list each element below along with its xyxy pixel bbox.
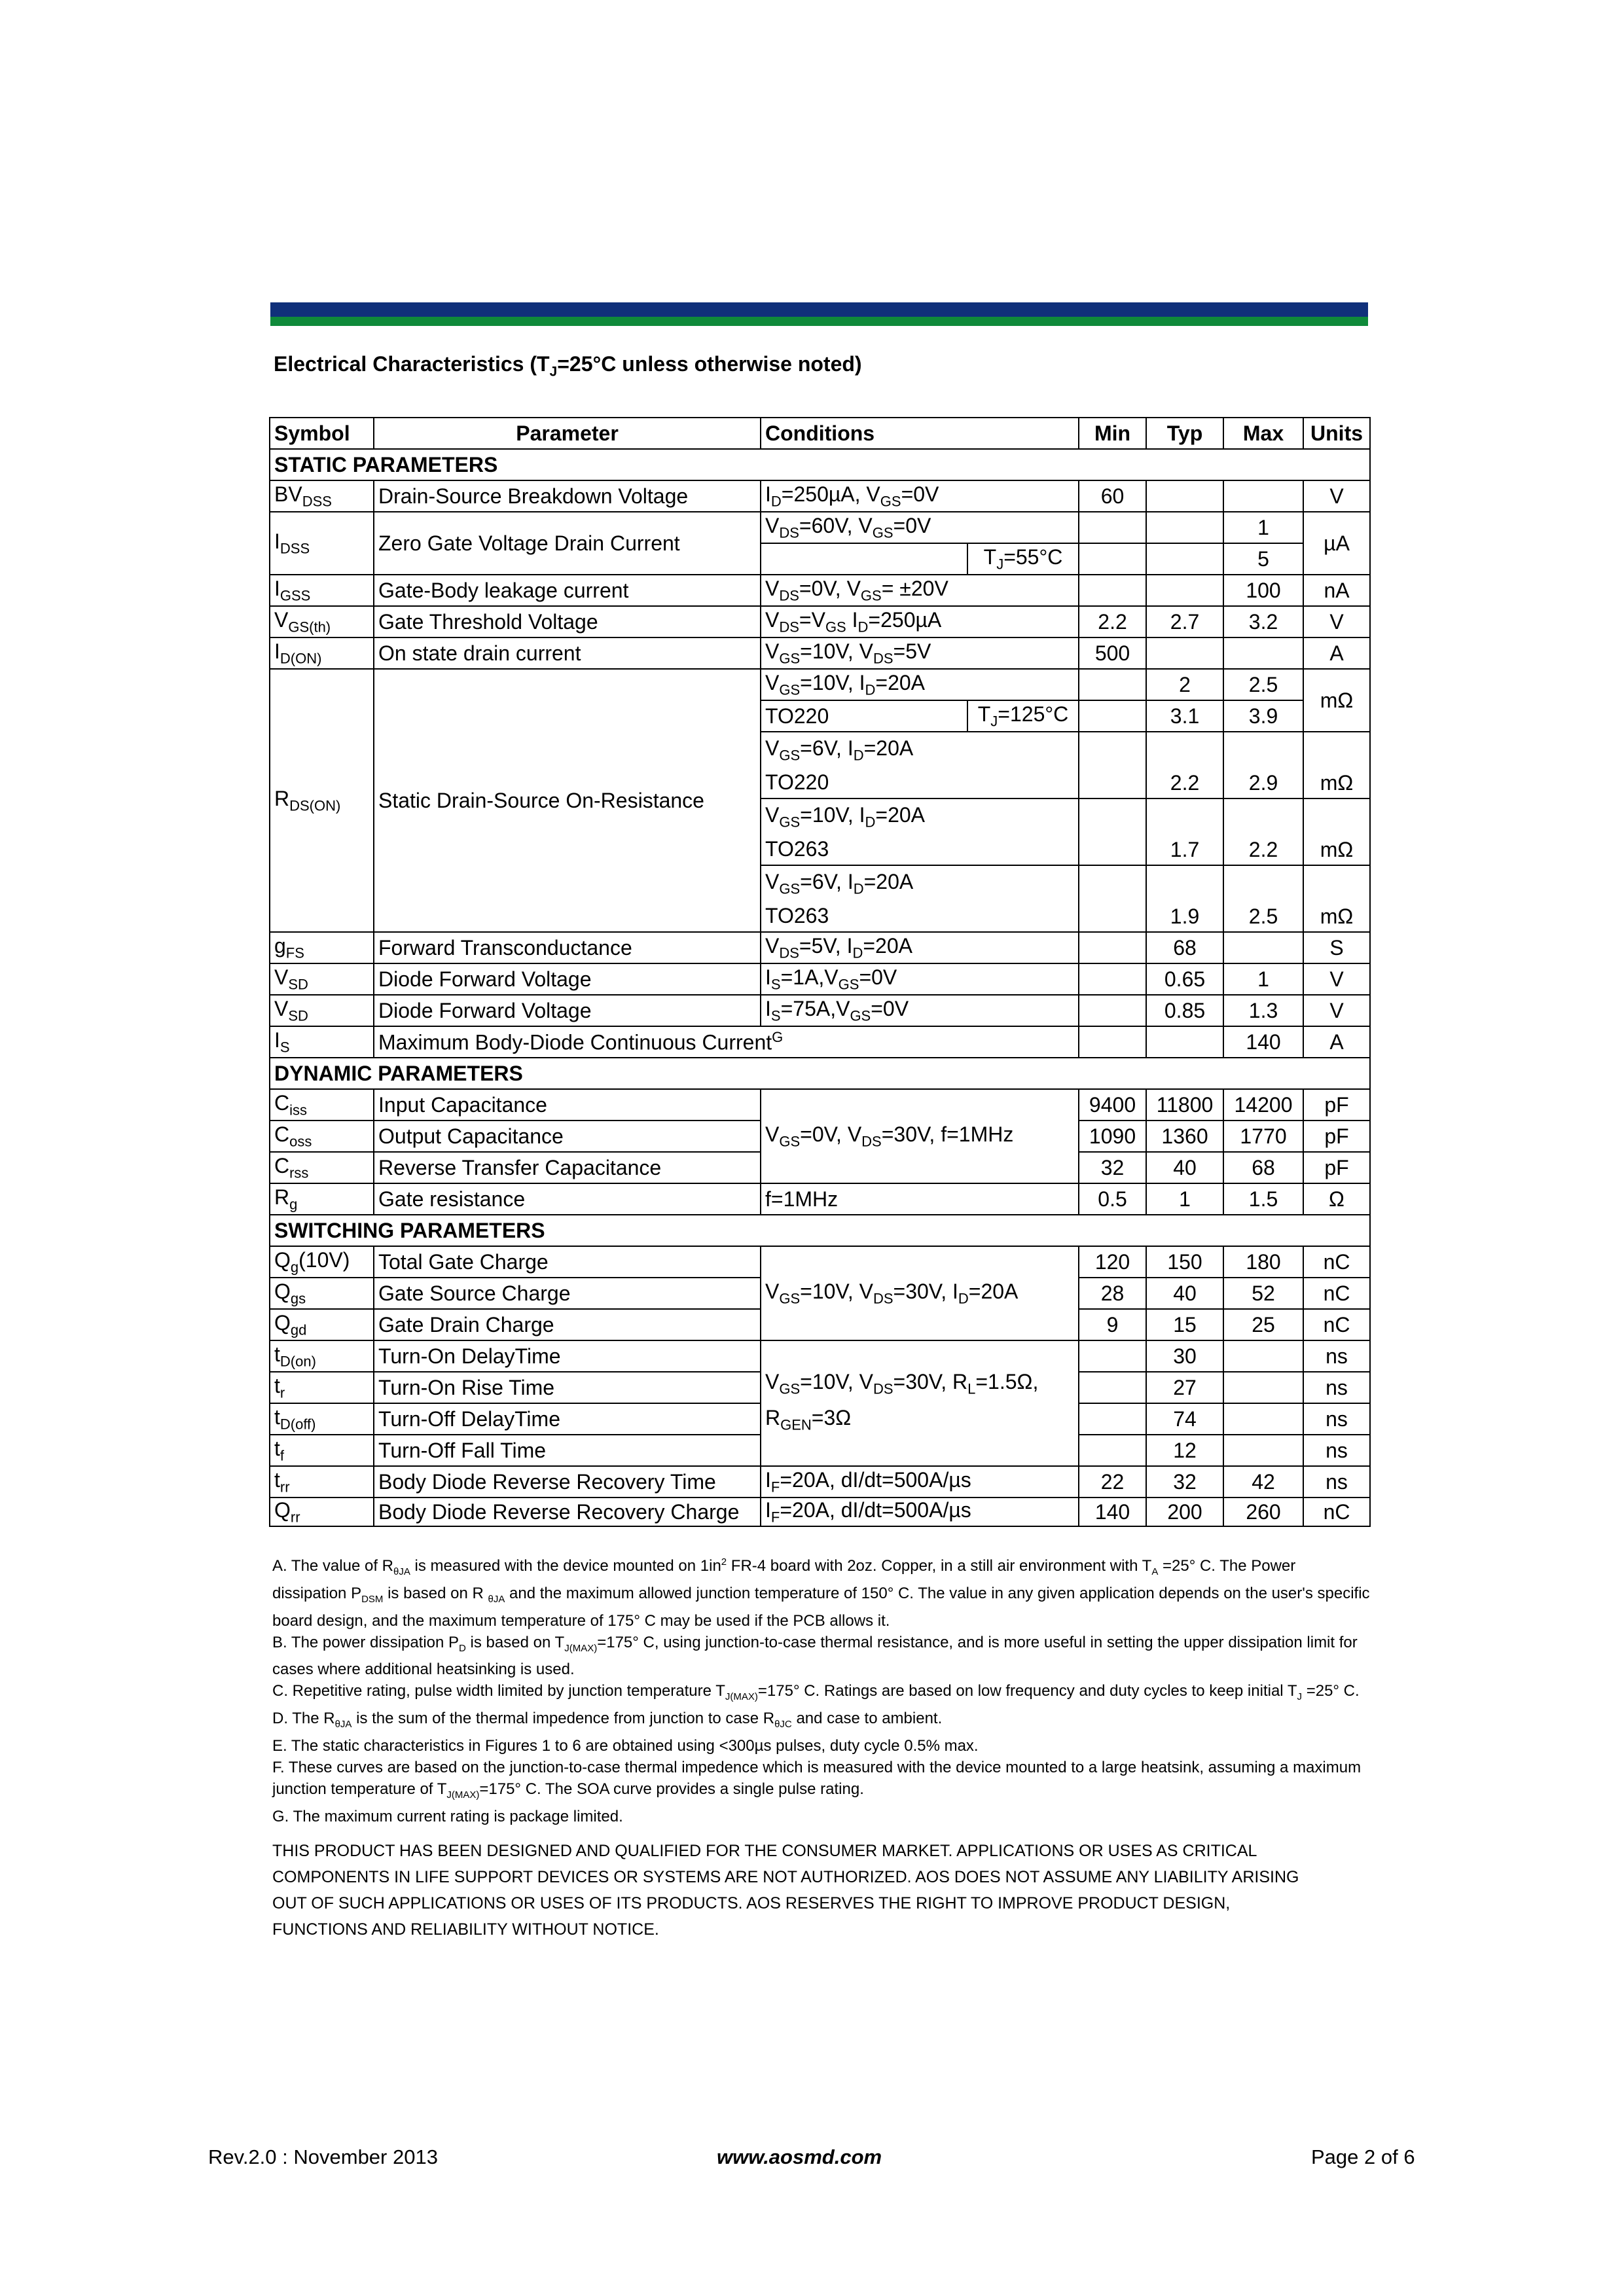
footnote: G. The maximum current rating is package limited. <box>272 1807 623 1825</box>
symbol-cell: $t_r$ <box>270 1372 374 1403</box>
symbol-cell: $I_{GSS}$ <box>270 575 374 606</box>
header-bar-green <box>270 317 1368 326</box>
footnote: F. These curves are based on the junction-to-case thermal impedence which is measured with the device mounted to a large heatsink, assuming a maximum junction temperature of $T_{J(MAX)}=175^\circ$ C. The SOA curve provides a single pulse rating. <box>272 1758 1362 1801</box>
header-bar-blue <box>270 302 1368 317</box>
symbol-cell: $C_{iss}$ <box>270 1089 374 1121</box>
table-row: $t_r$ Turn-On Rise Time 27 ns <box>270 1372 1370 1403</box>
table-row: $t_f$ Turn-Off Fall Time 12 ns <box>270 1435 1370 1466</box>
table-row: $V_{GS(th)}$ Gate Threshold Voltage $V_{DS}=V_{GS}$ $I_D=250\mu A$ 2.2 2.7 3.2 V <box>270 606 1370 637</box>
footnotes <box>272 1551 1372 1827</box>
symbol-cell: $C_{oss}$ <box>270 1121 374 1152</box>
table-row: $V_{SD}$ Diode Forward Voltage $I_S=1A,V_{GS}=0V$ 0.65 1 V <box>270 963 1370 995</box>
symbol-cell: $I_S$ <box>270 1026 374 1058</box>
footer-revision: Rev.2.0 : November 2013 <box>208 2145 438 2168</box>
symbol-cell: $t_{D(off)}$ <box>270 1403 374 1435</box>
table-row: $BV_{DSS}$ Drain-Source Breakdown Voltage $I_D=250\mu A$, $V_{GS}=0V$ 60 V <box>270 480 1370 512</box>
table-row: $I_{DSS}$ Zero Gate Voltage Drain Current $V_{DS}=60V$, $V_{GS}=0V$ 1 µA <box>270 512 1370 543</box>
table-row: $g_{FS}$ Forward Transconductance $V_{DS}=5V$, $I_D=20A$ 68 S <box>270 932 1370 963</box>
footnote: A. The value of $R_{\theta JA}$ is measured with the device mounted on $1in^2$ FR-4 board with 2oz. Copper, in a still air environment with $T_A =25^\circ$ C. The Power dissipation $P_{DSM}$ is based on R $_{\theta JA}$ and the maximum allowed junction temperature of 150° C. The value in any given application depends on the user's specific board design, and the maximum temperature of 175° C may be used if the PCB allows it. <box>272 1556 1370 1630</box>
symbol-cell: $R_{DS(ON)}$ <box>270 669 374 932</box>
symbol-cell: $I_{D(ON)}$ <box>270 637 374 669</box>
table-row: $t_{D(on)}$ Turn-On DelayTime $V_{GS}=10V$, $V_{DS}=30V$, $R_L=1.5\Omega$, $R_{GEN}=3\Omega$ 30 ns <box>270 1340 1370 1372</box>
symbol-cell: $V_{SD}$ <box>270 963 374 995</box>
symbol-cell: $R_g$ <box>270 1183 374 1215</box>
symbol-cell: $V_{SD}$ <box>270 995 374 1026</box>
symbol-cell: $t_{rr}$ <box>270 1466 374 1498</box>
table-row: $C_{iss}$ Input Capacitance $V_{GS}=0V$, $V_{DS}=30V$, f=1MHz 9400 11800 14200 pF <box>270 1089 1370 1121</box>
table-row: $T_J=55^\circ C$ 5 <box>270 543 1370 575</box>
table-row: TO220 $T_J=125^\circ C$ 3.1 3.9 <box>270 700 1370 732</box>
table-row: $R_g$ Gate resistance f=1MHz 0.5 1 1.5 Ω <box>270 1183 1370 1215</box>
symbol-cell: $Q_{gs}$ <box>270 1278 374 1309</box>
section-dynamic: DYNAMIC PARAMETERS <box>270 1058 1370 1089</box>
table-row: $C_{rss}$ Reverse Transfer Capacitance 32 40 68 pF <box>270 1152 1370 1183</box>
table-row: $V_{GS}=6V$, $I_D=20A$ TO220 2.2 2.9 mΩ <box>270 732 1370 798</box>
footnote: B. The power dissipation $P_D$ is based on $T_{J(MAX)}=175^\circ$ C, using junction-to-case thermal resistance, and is more useful in setting the upper dissipation limit for cases where additional heatsinking is used. <box>272 1633 1358 1679</box>
symbol-cell: $t_f$ <box>270 1435 374 1466</box>
footer-page-number: Page 2 of 6 <box>1311 2145 1415 2168</box>
table-row: $Q_{gs}$ Gate Source Charge 28 40 52 nC <box>270 1278 1370 1309</box>
symbol-cell: $Q_{gd}$ <box>270 1309 374 1340</box>
electrical-characteristics-table <box>269 417 1371 1527</box>
table-row: $V_{SD}$ Diode Forward Voltage $I_S=75A,V_{GS}=0V$ 0.85 1.3 V <box>270 995 1370 1026</box>
table-row: $t_{D(off)}$ Turn-Off DelayTime 74 ns <box>270 1403 1370 1435</box>
table-row: $Q_g(10V)$ Total Gate Charge $V_{GS}=10V$, $V_{DS}=30V$, $I_D=20A$ 120 150 180 nC <box>270 1246 1370 1278</box>
symbol-cell: $C_{rss}$ <box>270 1152 374 1183</box>
footnote: C. Repetitive rating, pulse width limited by junction temperature $T_{J(MAX)}=175^\circ$ C. Ratings are based on low frequency and duty cycles to keep initial $T_J =25^\circ$ C. <box>272 1682 1360 1703</box>
symbol-cell: $Q_g(10V)$ <box>270 1246 374 1278</box>
table-row: $Q_{rr}$ Body Diode Reverse Recovery Charge $I_F=20A$, dI/dt=500A/µs 140 200 260 nC <box>270 1498 1370 1526</box>
symbol-cell: $V_{GS(th)}$ <box>270 606 374 637</box>
section-static: STATIC PARAMETERS <box>270 449 1370 480</box>
table-row: $t_{rr}$ Body Diode Reverse Recovery Time $I_F=20A$, dI/dt=500A/µs 22 32 42 ns <box>270 1466 1370 1498</box>
disclaimer: THIS PRODUCT HAS BEEN DESIGNED AND QUALIFIED FOR THE CONSUMER MARKET. APPLICATIONS OR USES AS CRITICAL COMPONENTS IN LIFE SUPPORT DEVICES OR SYSTEMS ARE NOT AUTHORIZED. AOS DOES NOT ASSUME ANY LIABILITY ARISING OUT OF SUCH APPLICATIONS OR USES OF ITS PRODUCTS. AOS RESERVES THE RIGHT TO IMPROVE PRODUCT DESIGN, FUNCTIONS AND RELIABILITY WITHOUT NOTICE. <box>272 1842 1299 1939</box>
table-row: $C_{oss}$ Output Capacitance 1090 1360 1770 pF <box>270 1121 1370 1152</box>
table-row: $R_{DS(ON)}$ Static Drain-Source On-Resistance $V_{GS}=10V$, $I_D=20A$ 2 2.5 mΩ <box>270 669 1370 700</box>
symbol-cell: $t_{D(on)}$ <box>270 1340 374 1372</box>
table-row: $V_{GS}=10V$, $I_D=20A$ TO263 1.7 2.2 mΩ <box>270 798 1370 865</box>
symbol-cell: $Q_{rr}$ <box>270 1498 374 1526</box>
table-row: $I_S$ Maximum Body-Diode Continuous Current$^G$ 140 A <box>270 1026 1370 1058</box>
symbol-cell: $I_{DSS}$ <box>270 512 374 575</box>
table-row: $I_{GSS}$ Gate-Body leakage current $V_{DS}=0V$, $V_{GS}= \pm 20V$ 100 nA <box>270 575 1370 606</box>
footnote: D. The $R_{\theta JA}$ is the sum of the thermal impedence from junction to case $R_{\theta JC}$ and case to ambient. <box>272 1710 943 1730</box>
table-header-row: Symbol Parameter Conditions Min Typ Max Units <box>270 418 1370 449</box>
footnote: E. The static characteristics in Figures 1 to 6 are obtained using <300µs pulses, duty cycle 0.5% max. <box>272 1736 979 1755</box>
section-switching: SWITCHING PARAMETERS <box>270 1215 1370 1246</box>
table-row: $V_{GS}=6V$, $I_D=20A$ TO263 1.9 2.5 mΩ <box>270 865 1370 932</box>
table-row: $Q_{gd}$ Gate Drain Charge 9 15 25 nC <box>270 1309 1370 1340</box>
footer-website-link[interactable]: www.aosmd.com <box>717 2145 882 2168</box>
page-title: Electrical Characteristics ($T_J=25^\circ C$ unless otherwise noted) <box>274 352 862 380</box>
symbol-cell: $BV_{DSS}$ <box>270 480 374 512</box>
symbol-cell: $g_{FS}$ <box>270 932 374 963</box>
table-row: $I_{D(ON)}$ On state drain current $V_{GS}=10V$, $V_{DS}=5V$ 500 A <box>270 637 1370 669</box>
